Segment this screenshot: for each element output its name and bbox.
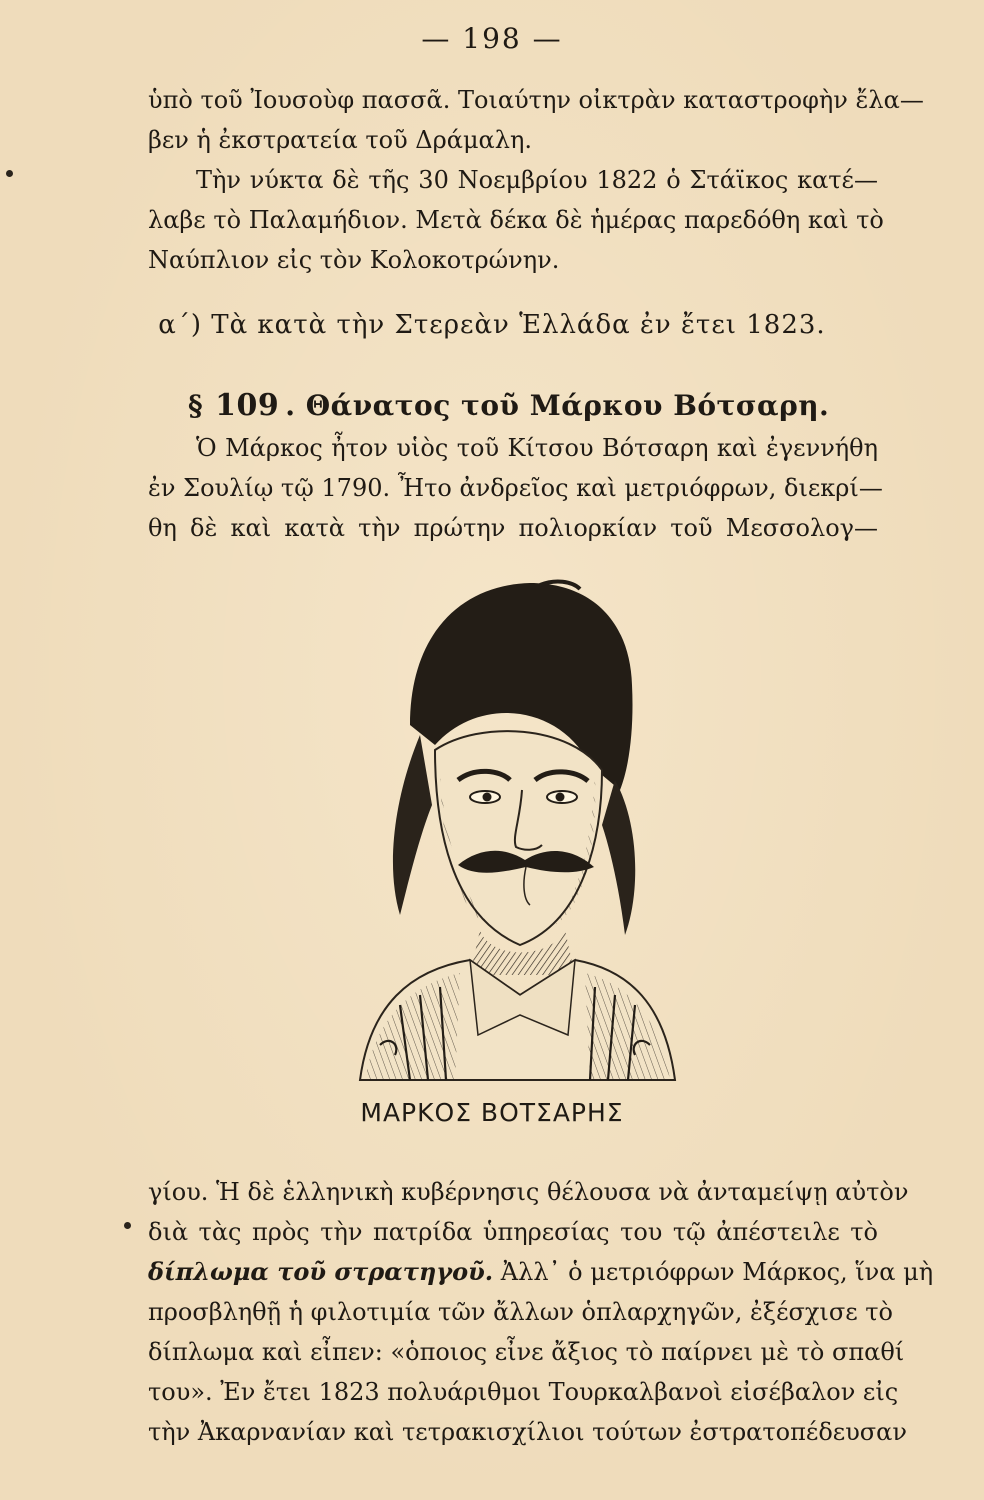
- hair: [393, 735, 432, 915]
- text-span: Ἀλλ᾽ ὁ μετριόφρων Μάρκος, ἵνα μὴ: [493, 1258, 934, 1286]
- italic-phrase: δίπλωμα τοῦ στρατηγοῦ.: [148, 1257, 494, 1286]
- subheading: α΄) Τὰ κατὰ τὴν Στερεὰν Ἑλλάδα ἐν ἔτει 1823.: [158, 310, 826, 340]
- text-line: θη δὲ καὶ κατὰ τὴν πρώτην πολιορκίαν τοῦ Μεσσολογ—: [148, 514, 878, 542]
- face: [435, 731, 602, 945]
- text-line: δίπλωμα καὶ εἶπεν: «ὁποιος εἶνε ἄξιος τὸ παίρνει μὲ τὸ σπαθί: [148, 1338, 905, 1366]
- text-line: τὴν Ἀκαρνανίαν καὶ τετρακισχίλιοι τούτων ἐστρατοπέδευσαν: [148, 1418, 907, 1446]
- text-line: [148, 1252, 934, 1292]
- text-line: λαβε τὸ Παλαμήδιον. Μετὰ δέκα δὲ ἡμέρας παρεδόθη καὶ τὸ: [148, 206, 884, 234]
- text-line: του». Ἐν ἔτει 1823 πολυάριθμοι Τουρκαλβανοὶ εἰσέβαλον εἰς: [148, 1378, 899, 1406]
- text-line: Ὁ Μάρκος ἦτον υἱὸς τοῦ Κίτσου Βότσαρη καὶ ἐγεννήθη: [196, 434, 878, 462]
- portrait-engraving: [340, 575, 680, 1085]
- section-title-text: . Θάνατος τοῦ Μάρκου Βότσαρη.: [285, 389, 830, 422]
- section-paragraph: [148, 428, 883, 548]
- text-line: γίου. Ἡ δὲ ἑλληνικὴ κυβέρνησις θέλουσα νὰ ἀνταμείψῃ αὐτὸν: [148, 1178, 909, 1206]
- text-line: προσβληθῇ ἡ φιλοτιμία τῶν ἄλλων ὁπλαρχηγῶν, ἐξέσχισε τὸ: [148, 1298, 894, 1326]
- section-symbol: §: [188, 389, 204, 422]
- top-paragraph: [148, 80, 924, 280]
- text-line: βεν ἡ ἐκστρατεία τοῦ Δράμαλη.: [148, 126, 532, 154]
- text-line: ὑπὸ τοῦ Ἰουσοὺφ πασσᾶ. Τοιαύτην οἰκτρὰν καταστροφὴν ἔλα—: [148, 86, 924, 114]
- section-number: 109: [215, 388, 280, 423]
- bottom-paragraph: [148, 1172, 934, 1452]
- margin-mark: [6, 170, 13, 177]
- text-line: ἐν Σουλίῳ τῷ 1790. Ἦτο ἀνδρεῖος καὶ μετριόφρων, διεκρί—: [148, 474, 883, 502]
- text-line: Ναύπλιον εἰς τὸν Κολοκοτρώνην.: [148, 246, 560, 274]
- page-number: — 198 —: [421, 22, 563, 55]
- section-heading: [188, 388, 829, 423]
- margin-mark: [124, 1222, 131, 1229]
- text-line: Τὴν νύκτα δὲ τῆς 30 Νοεμβρίου 1822 ὁ Στάϊκος κατέ—: [196, 166, 878, 194]
- portrait-caption: ΜΑΡΚΟΣ ΒΟΤΣΑΡΗΣ: [360, 1098, 624, 1127]
- text-line: διὰ τὰς πρὸς τὴν πατρίδα ὑπηρεσίας του τῷ ἀπέστειλε τὸ: [148, 1218, 878, 1246]
